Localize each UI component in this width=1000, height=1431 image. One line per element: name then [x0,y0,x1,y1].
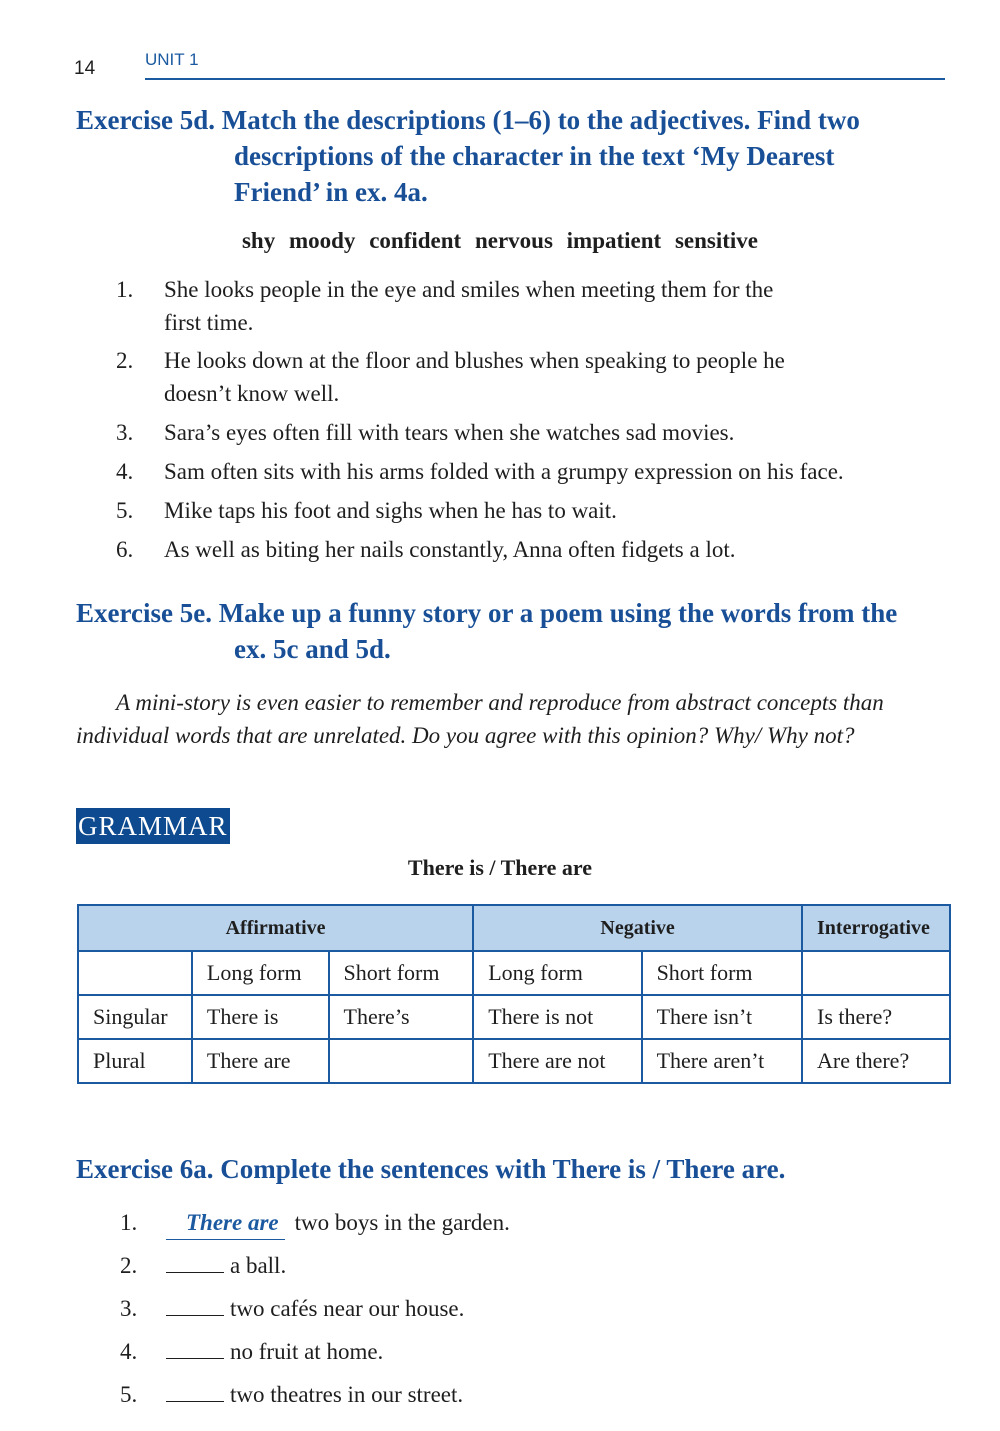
table-cell: Short form [642,951,802,995]
list-item-text: Mike taps his foot and sighs when he has to wait. [164,498,617,523]
sentence-text: two cafés near our house. [230,1296,465,1321]
table-cell: There is not [473,995,641,1039]
list-item-text: Sara’s eyes often fill with tears when she watches sad movies. [164,420,735,445]
sentence-text: two boys in the garden. [294,1210,510,1235]
table-cell: Plural [78,1039,192,1083]
exercise-5d-heading-line-2: descriptions of the character in the text ‘My Dearest [234,141,835,171]
table-cell [329,1039,474,1083]
table-cell [78,951,192,995]
answer-blank[interactable] [166,1336,224,1359]
word-bank-item: moody [288,228,356,253]
table-cell: There aren’t [642,1039,802,1083]
grammar-badge: GRAMMAR [76,808,230,844]
word-bank-item: confident [369,228,462,253]
list-item-number: 2. [116,348,134,373]
sentence-text: no fruit at home. [230,1339,384,1364]
list-item-number: 2. [120,1253,138,1278]
list-item-number: 1. [120,1210,138,1235]
list-item-text [164,344,950,410]
answer-blank[interactable] [166,1250,224,1273]
table-cell: There’s [329,995,474,1039]
list-item-line: He looks down at the floor and blushes when speaking to people he [164,348,785,373]
table-header-row [78,905,950,951]
grammar-table [77,904,951,1084]
table-cell: There is [192,995,329,1039]
table-cell: There are [192,1039,329,1083]
grammar-table-title: There is / There are [407,855,593,880]
table-header-interrogative: Interrogative [802,905,950,951]
page-number: 14 [74,58,96,79]
exercise-5d-heading-line-3: Friend’ in ex. 4a. [234,177,428,207]
exercise-5d-heading-line-1: Exercise 5d. Match the descriptions (1–6) to the adjectives. Find two [76,105,860,135]
sentence-text: a ball. [230,1253,287,1278]
list-item-number: 6. [116,537,134,562]
word-bank-item: sensitive [674,228,759,253]
word-bank-item: impatient [566,228,662,253]
word-bank-item: nervous [474,228,553,253]
table-cell: Long form [192,951,329,995]
list-item-text [166,1249,952,1282]
table-cell: There isn’t [642,995,802,1039]
table-row [78,995,950,1039]
list-item-line: first time. [164,310,254,335]
list-item-number: 3. [116,420,134,445]
list-item-number: 4. [116,459,134,484]
list-item-number: 5. [120,1382,138,1407]
exercise-5d-heading [76,102,946,210]
exercise-6a-heading-text: Exercise 6a. Complete the sentences with There is / There are. [76,1154,786,1184]
exercise-5e-heading-line-1: Exercise 5e. Make up a funny story or a poem using the words from the [76,598,898,628]
list-item-line: doesn’t know well. [164,381,340,406]
answer-filled: There are [166,1206,285,1240]
list-item-text [166,1292,952,1325]
list-item-text: Sam often sits with his arms folded with a grumpy expression on his face. [164,459,844,484]
table-cell: Short form [329,951,474,995]
answer-blank[interactable] [166,1293,224,1316]
table-cell: Is there? [802,995,950,1039]
unit-label: UNIT 1 [145,50,199,69]
list-item-text [166,1335,952,1368]
list-item-line: She looks people in the eye and smiles when meeting them for the [164,277,774,302]
list-item-number: 4. [120,1339,138,1364]
list-item-number: 1. [116,277,134,302]
word-bank [0,228,1000,254]
list-item-number: 3. [120,1296,138,1321]
table-cell: There are not [473,1039,641,1083]
answer-blank[interactable] [166,1379,224,1402]
exercise-5e-heading-line-2: ex. 5c and 5d. [234,634,391,664]
list-item-text [166,1378,952,1411]
list-item-text: As well as biting her nails constantly, Anna often fidgets a lot. [164,537,736,562]
sentence-text: two theatres in our street. [230,1382,464,1407]
exercise-5e-heading [76,595,946,667]
list-item-text [166,1206,952,1240]
list-item-number: 5. [116,498,134,523]
table-cell: Are there? [802,1039,950,1083]
table-header-affirmative: Affirmative [78,905,473,951]
table-cell [802,951,950,995]
list-item-text [164,273,950,339]
discussion-paragraph: A mini-story is even easier to remember and reproduce from abstract concepts than individual words that are unrelated. Do you agree with this opinion? Why/ Why not? [76,690,884,748]
table-row [78,1039,950,1083]
table-cell: Singular [78,995,192,1039]
table-subheader-row [78,951,950,995]
word-bank-item: shy [241,228,276,253]
header-divider [145,78,945,80]
exercise-6a-heading [76,1151,946,1187]
table-header-negative: Negative [473,905,802,951]
table-cell: Long form [473,951,641,995]
